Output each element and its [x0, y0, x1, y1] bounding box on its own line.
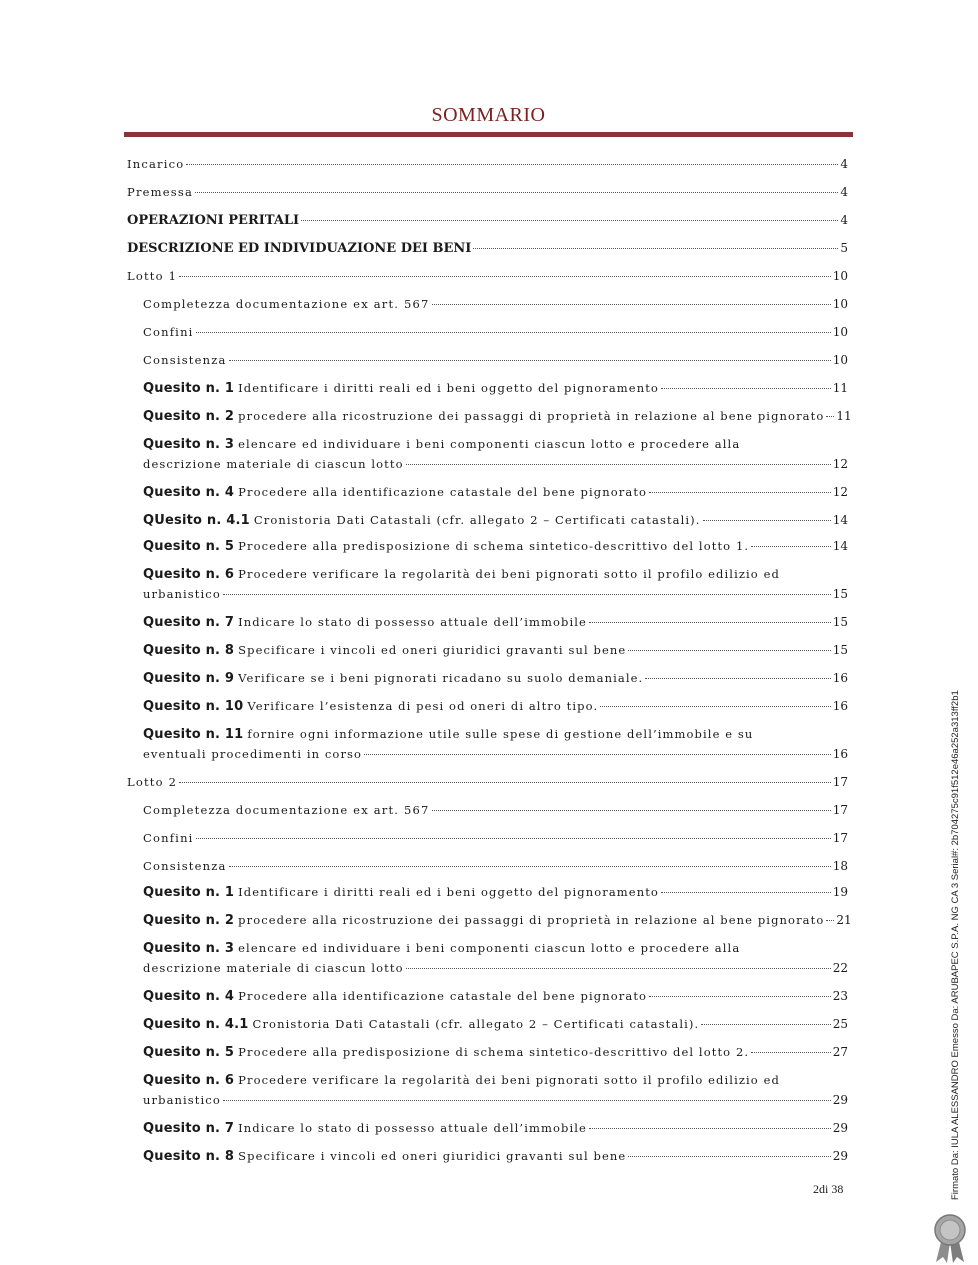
toc-entry-title: [143, 910, 824, 931]
toc-page-number: 19: [832, 885, 848, 899]
toc-entry-heading: Quesito n. 10: [143, 699, 244, 714]
toc-page-number: 10: [832, 325, 848, 339]
toc-entry[interactable]: [127, 154, 848, 174]
digital-signature-text: Firmato Da: IULA ALESSANDRO Emesso Da: ARUBAPEC S.P.A. NG CA 3 Serial#: 2b704275c91f512e46a252a313ff2b1: [950, 690, 961, 1200]
toc-entry[interactable]: [127, 266, 848, 286]
toc-page-number: 29: [832, 1149, 848, 1163]
toc-entry[interactable]: [143, 696, 848, 717]
toc-entry-title: Completezza documentazione ex art. 567: [143, 803, 430, 817]
toc-entry-text: Procedere verificare la regolarità dei beni pignorati sotto il profilo edilizio ed: [238, 567, 780, 581]
toc-entry-title: [143, 406, 824, 427]
dot-leader: [751, 1052, 831, 1053]
toc-entry-title: [143, 536, 749, 557]
dot-leader: [432, 304, 831, 305]
dot-leader: [600, 706, 830, 707]
toc-page-number: 15: [832, 587, 848, 601]
toc-entry-text: fornire ogni informazione utile sulle spese di gestione dell’immobile e su: [247, 727, 754, 741]
toc-entry[interactable]: [143, 510, 848, 531]
toc-entry-title: Consistenza: [143, 353, 227, 367]
toc-entry-line: [143, 1070, 780, 1091]
toc-entry[interactable]: [143, 668, 848, 689]
toc-entry-heading: Quesito n. 11: [143, 727, 244, 742]
dot-leader: [628, 650, 830, 651]
toc-entry-heading: Quesito n. 1: [143, 381, 235, 396]
toc-page-number: 10: [832, 269, 848, 283]
toc-entry-text: Cronistoria Dati Catastali (cfr. allegato 2 – Certificati catastali).: [253, 513, 701, 527]
toc-entry-heading: Quesito n. 5: [143, 1045, 235, 1060]
toc-entry-heading: Quesito n. 4: [143, 989, 235, 1004]
dot-leader: [589, 1128, 831, 1129]
toc-entry-text: Specificare i vincoli ed oneri giuridici gravanti sul bene: [238, 643, 627, 657]
dot-leader: [301, 220, 838, 221]
toc-page-number: 22: [832, 961, 848, 975]
toc-entry-heading: Quesito n. 2: [143, 913, 235, 928]
toc-entry[interactable]: [143, 536, 848, 557]
dot-leader: [432, 810, 831, 811]
toc-entry-title: [143, 1118, 587, 1139]
toc-entry-heading: Quesito n. 7: [143, 615, 235, 630]
toc-entry[interactable]: [143, 1014, 848, 1035]
page-title: SOMMARIO: [431, 104, 546, 126]
toc-entry-text: descrizione materiale di ciascun lotto: [143, 457, 404, 471]
toc-entry-title: [143, 1042, 749, 1063]
toc-entry[interactable]: [127, 238, 848, 259]
toc-page-number: 10: [832, 297, 848, 311]
toc-page-number: 16: [832, 747, 848, 761]
toc-entry-title: OPERAZIONI PERITALI: [127, 213, 300, 228]
toc-entry[interactable]: [143, 378, 848, 399]
toc-entry-text: Identificare i diritti reali ed i beni oggetto del pignoramento: [238, 885, 659, 899]
toc-entry-heading: Quesito n. 2: [143, 409, 235, 424]
dot-leader: [195, 192, 838, 193]
dot-leader: [196, 838, 831, 839]
toc-page-number: 17: [832, 775, 848, 789]
dot-leader: [223, 594, 831, 595]
toc-entry[interactable]: [143, 482, 848, 503]
dot-leader: [196, 332, 831, 333]
toc-entry[interactable]: [143, 828, 848, 848]
toc-entry[interactable]: [127, 210, 848, 231]
toc-entry-heading: Quesito n. 8: [143, 1149, 235, 1164]
toc-page-number: 23: [832, 989, 848, 1003]
toc-entry[interactable]: [143, 800, 848, 820]
toc-entry-text: Verificare se i beni pignorati ricadano su suolo demaniale.: [238, 671, 644, 685]
toc-entry[interactable]: [143, 406, 852, 427]
toc-entry-text: urbanistico: [143, 587, 221, 601]
toc-entry-title: [143, 986, 647, 1007]
toc-entry-text: Cronistoria Dati Catastali (cfr. allegato 2 – Certificati catastali).: [252, 1017, 700, 1031]
toc-entry-heading: Quesito n. 7: [143, 1121, 235, 1136]
toc-entry[interactable]: [143, 1090, 848, 1110]
toc-entry-text: eventuali procedimenti in corso: [143, 747, 363, 761]
toc-entry-heading: Quesito n. 3: [143, 437, 235, 452]
toc-entry-text: elencare ed individuare i beni componenti ciascun lotto e procedere alla: [238, 941, 741, 955]
toc-page-number: 12: [832, 457, 848, 471]
toc-page-number: 4: [840, 213, 848, 227]
toc-entry-title: Premessa: [127, 185, 194, 199]
toc-entry[interactable]: [143, 1118, 848, 1139]
toc-page-number: 27: [832, 1045, 848, 1059]
toc-entry-title: Confini: [143, 325, 194, 339]
dot-leader: [751, 546, 831, 547]
toc-page-number: 16: [832, 699, 848, 713]
toc-entry-title: Incarico: [127, 157, 185, 171]
toc-entry-title: [143, 510, 701, 531]
toc-page-number: 29: [832, 1093, 848, 1107]
dot-leader: [589, 622, 831, 623]
toc-entry[interactable]: [143, 454, 848, 474]
toc-entry-title: [143, 378, 659, 399]
toc-entry-title: [143, 1014, 699, 1035]
dot-leader: [186, 164, 838, 165]
dot-leader: [229, 866, 831, 867]
toc-entry-text: procedere alla ricostruzione dei passaggi di proprietà in relazione al bene pignorato: [238, 913, 825, 927]
toc-entry-heading: QUesito n. 4.1: [143, 513, 250, 528]
toc-entry-title: [143, 1146, 626, 1167]
toc-page-number: 17: [832, 831, 848, 845]
dot-leader: [661, 388, 831, 389]
toc-entry[interactable]: [143, 640, 848, 661]
toc-entry-text: Procedere verificare la regolarità dei beni pignorati sotto il profilo edilizio ed: [238, 1073, 780, 1087]
toc-entry-title: Completezza documentazione ex art. 567: [143, 297, 430, 311]
toc-entry[interactable]: [143, 612, 848, 633]
toc-entry-title: [143, 882, 659, 903]
toc-page-number: 15: [832, 643, 848, 657]
toc-page-number: 10: [832, 353, 848, 367]
dot-leader: [628, 1156, 830, 1157]
toc-entry-title: Lotto 2: [127, 775, 178, 789]
toc-page-number: 11: [832, 381, 848, 395]
toc-entry-text: Procedere alla predisposizione di schema sintetico-descrittivo del lotto 1.: [238, 539, 750, 553]
toc-entry-heading: Quesito n. 8: [143, 643, 235, 658]
toc-entry-text: Specificare i vincoli ed oneri giuridici gravanti sul bene: [238, 1149, 627, 1163]
toc-entry[interactable]: [143, 350, 848, 370]
toc-page-number: 11: [836, 409, 852, 423]
toc-entry[interactable]: [143, 294, 848, 314]
toc-entry[interactable]: [143, 744, 848, 764]
toc-entry-text: Procedere alla identificazione catastale del bene pignorato: [238, 989, 648, 1003]
toc-page-number: 5: [840, 241, 848, 255]
toc-entry-text: urbanistico: [143, 1093, 221, 1107]
toc-entry[interactable]: [127, 772, 848, 792]
toc-entry-text: elencare ed individuare i beni componenti ciascun lotto e procedere alla: [238, 437, 741, 451]
toc-entry-heading: Quesito n. 9: [143, 671, 235, 686]
toc-entry-title: Lotto 1: [127, 269, 178, 283]
dot-leader: [645, 678, 830, 679]
toc-entry[interactable]: [143, 882, 848, 903]
dot-leader: [179, 782, 831, 783]
dot-leader: [649, 996, 831, 997]
dot-leader: [661, 892, 831, 893]
toc-entry-heading: Quesito n. 6: [143, 1073, 235, 1088]
dot-leader: [826, 920, 834, 921]
toc-page-number: 25: [832, 1017, 848, 1031]
toc-page-number: 15: [832, 615, 848, 629]
toc-entry-title: [143, 612, 587, 633]
toc-entry-heading: Quesito n. 5: [143, 539, 235, 554]
toc-entry-title: [143, 668, 643, 689]
toc-page-number: 4: [840, 185, 848, 199]
toc-entry-heading: Quesito n. 4: [143, 485, 235, 500]
toc-entry-text: Verificare l’esistenza di pesi od oneri di altro tipo.: [247, 699, 599, 713]
toc-page-number: 21: [836, 913, 852, 927]
toc-entry-heading: Quesito n. 3: [143, 941, 235, 956]
toc-entry-text: Procedere alla predisposizione di schema sintetico-descrittivo del lotto 2.: [238, 1045, 750, 1059]
toc-entry[interactable]: [143, 856, 848, 876]
dot-leader: [406, 464, 831, 465]
dot-leader: [229, 360, 831, 361]
toc-entry-title: Confini: [143, 831, 194, 845]
toc-entry-text: descrizione materiale di ciascun lotto: [143, 961, 404, 975]
toc-entry-heading: Quesito n. 4.1: [143, 1017, 249, 1032]
toc-entry-title: [143, 696, 598, 717]
toc-entry-text: Indicare lo stato di possesso attuale dell’immobile: [238, 1121, 587, 1135]
toc-entry-text: procedere alla ricostruzione dei passaggi di proprietà in relazione al bene pignorato: [238, 409, 825, 423]
toc-entry[interactable]: [143, 986, 848, 1007]
title-rule: [124, 132, 853, 137]
toc-entry-title: DESCRIZIONE ED INDIVIDUAZIONE DEI BENI: [127, 241, 472, 256]
toc-page-number: 17: [832, 803, 848, 817]
toc-entry-heading: Quesito n. 6: [143, 567, 235, 582]
dot-leader: [703, 520, 831, 521]
toc-entry-line: [143, 938, 740, 959]
toc-page-number: 12: [832, 485, 848, 499]
toc-entry-title: [143, 640, 626, 661]
dot-leader: [406, 968, 831, 969]
dot-leader: [701, 1024, 830, 1025]
dot-leader: [473, 248, 838, 249]
dot-leader: [179, 276, 831, 277]
toc-entry-line: [143, 724, 753, 745]
seal-ribbon-icon: [930, 1212, 970, 1264]
dot-leader: [826, 416, 834, 417]
toc-entry[interactable]: [127, 182, 848, 202]
toc-entry-text: Identificare i diritti reali ed i beni oggetto del pignoramento: [238, 381, 659, 395]
dot-leader: [223, 1100, 831, 1101]
toc-entry[interactable]: [143, 1146, 848, 1167]
dot-leader: [649, 492, 831, 493]
toc-entry-line: [143, 434, 740, 455]
toc-page-number: 18: [832, 859, 848, 873]
toc-page-number: 16: [832, 671, 848, 685]
toc-page-number: 29: [832, 1121, 848, 1135]
toc-entry-heading: Quesito n. 1: [143, 885, 235, 900]
toc-entry[interactable]: [143, 1042, 848, 1063]
toc-entry[interactable]: [143, 958, 848, 978]
toc-page-number: 14: [832, 539, 848, 553]
toc-entry-text: Indicare lo stato di possesso attuale dell’immobile: [238, 615, 587, 629]
toc-page-number: 14: [832, 513, 848, 527]
toc-entry-line: [143, 564, 780, 585]
toc-page-number: 4: [840, 157, 848, 171]
toc-entry[interactable]: [143, 910, 852, 931]
page-number: 2di 38: [813, 1182, 844, 1196]
toc-entry[interactable]: [143, 584, 848, 604]
toc-entry-title: Consistenza: [143, 859, 227, 873]
toc-entry-text: Procedere alla identificazione catastale del bene pignorato: [238, 485, 648, 499]
dot-leader: [364, 754, 831, 755]
toc-entry-title: [143, 482, 647, 503]
toc-entry[interactable]: [143, 322, 848, 342]
